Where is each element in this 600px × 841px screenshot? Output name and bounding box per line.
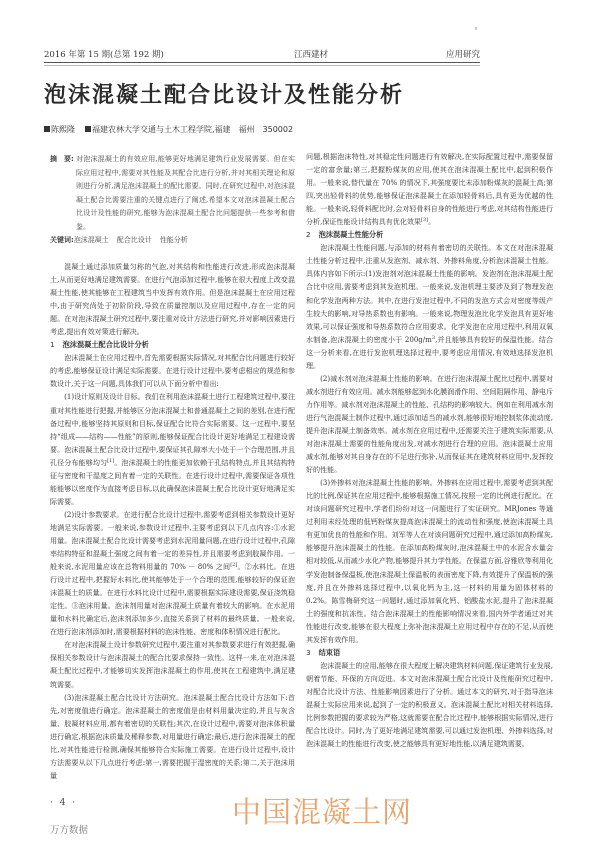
paragraph: (3)泡沫混凝土配合比设计方法研究。泡沫混凝土配合比设计方法如下:首先,对密度值进行确定。泡沫混凝土的密度值是由材料用量决定的,并且与灰含量、胶凝材料应用,都有着密切的关联性;其次,在设计过程中,需要对泡沫体积量进行确定,根据泡沫质量及稀释参数,对用量进行确定;最后,进行泡沫混凝土的配比,对其性能进行检测,确保其能够符合实际施工需要。在进行设计过程中,设计方法需要从以下几点进行考虑:第一,需要把握干湿密度的关系;第二,关于泡沫用量 [50, 692, 295, 780]
paragraph: (2)设计参数要求。在进行配合比设计过程中,需要考虑到相关参数设计更好地满足实际需要。一般来说,参数设计过程中,主要考虑到以下几点内容:①水泥用量。泡沫混凝土配合比设计需要考虑到水泥用量问题,在进行设计过程中,孔隙率结构特征和混凝土强度之间有着一定的差异性,并且需要考虑到胶凝作用。一般来说,水泥用量应该在总物料用量的 70% － 80% 之间[2]。②水料比。在进行设计过程中,把握好水料比,使其能够处于一个合理的范围,能够较好的保证泡沫混凝土的质量。在进行水料比设计过程中,需要根据实际建设需要,保证浇筑稳定性。③泡沫用量。泡沫剂用量对泡沫混凝土质量有着较大的影响。在水泥用量和水料比确定后,泡沫剂添加多少,直接关系到了材料的最终质量。一般来说,在进行泡沫剂添加时,需要根据材料的泡沫性能、密度和体积情况进行配比。 [50, 509, 295, 637]
source-label: 万方数据 [50, 825, 89, 836]
keywords-label: 关键词: [50, 236, 74, 244]
square-bullet-icon [44, 126, 50, 132]
abstract-text: 对泡沫混凝土的有效应用,能够更好地满足建筑行业发展需要。但在实际应用过程中,需要对其性能及其配合比进行分析,并对其相关理论和原则进行分析,满足泡沫混凝土的配比需要。同时,在研究过程中,对泡沫混凝土配合比需要注重的关键点进行了阐述,希望本文对泡沫混凝土配合比设计及性能的研究,能够为泡沫混凝土配合比问题提供一些参考和借鉴。 [76, 155, 295, 231]
keyword: 泡沫混凝土 [73, 236, 109, 244]
citation[interactable]: [1] [107, 457, 115, 464]
author-line [44, 124, 293, 135]
keywords [50, 235, 196, 245]
page-number: · 4 · [50, 798, 78, 808]
superscript: 3 [431, 334, 436, 341]
author-affiliation: 福建农林大学交通与土木工程学院,福建 福州 350002 [92, 125, 294, 134]
paragraph: (1)设计原则及设计目标。我们在利用泡沫混凝土进行工程建筑过程中,要注重对其性能进行把握,并能够区分泡沫混凝土和普通混凝土之间的差别,在进行配备过程中,能够坚持其原则和目标,保证配合比符合实际需要。这一过程中,要坚持“组成——结构——性能”的原则,能够保证配合比设计更好地满足工程建设需要。泡沫混凝土配合比设计过程中,要保证其孔隙率大小处于一个合理范围,并且孔径分布能够均匀[1]。泡沫混凝土的性能更加依赖于孔结构特点,并且其结构特征与密度和干湿度之间有着一定的关联性。在进行设计过程中,需要保证各项性能能够以密度作为直接考虑目标,以此确保泡沫混凝土配合比设计更好地满足实际需要。 [50, 392, 295, 506]
citation[interactable]: [2] [230, 562, 238, 569]
paragraph: 泡沫混凝土的应用,能够在很大程度上解决建筑材料问题,保证建筑行业发展,朝着节能、环保的方向迈进。本文对泡沫混凝土配合比设计及性能研究过程中,对配合比设计方法、性能影响因素进行了分析。通过本文的研究,对于指导泡沫混凝土实际应用来说,起到了一定的积极意义。泡沫混凝土配比对相关材料选择,比例参数把握的要求较为严格,这就需要在配合比过程中,能够根据实际情况,进行配合比设计。同时,为了更好地满足建筑需要,可以通过发泡机理、外掺料选择,对泡沫混凝土的性能进行改变,使之能够具有更好地性能,以满足建筑需要。 [306, 660, 553, 749]
abstract [50, 153, 295, 235]
watermark: 中国混凝土网 [232, 795, 413, 829]
header-rule [44, 65, 480, 66]
paragraph: 泡沫混凝土性能问题,与添加的材料有着密切的关联性。本文在对泡沫混凝土性能分析过程中,注重从发泡剂、减水剂、外掺料角度,分析泡沫混凝土性能。具体内容如下所示:(1)发泡剂对泡沫混凝土性能的影响。发泡剂在泡沫混凝土配合比中应用,需要考虑到其发泡机理。一般来说,发泡机理主要涉及到了物理发泡和化学发泡两种方法。其中,在进行发泡过程中,不同的发泡方式会对密度等级产生较大的影响,对导热系数也有影响。一般来说,物理发泡比化学发泡具有更好地效果,可以保证强度和导热系数符合应用要求。化学发泡在应用过程中,利用双氧水制备,泡沫混凝土的密度小于 $200g/m^3$,并且能够具有较好的保温性能。结合这一分析来看,在进行发泡机理选择过程中,要考虑应用情况,有效地选择发泡机理。 [306, 243, 553, 370]
square-bullet-icon [85, 126, 91, 132]
keyword: 配合比设计 [116, 236, 152, 244]
paragraph: 泡沫混凝土在应用过程中,首先需要根据实际情况,对其配合比问题进行较好的考虑,能够保证设计满足实际需要。在进行设计过程中,要考虑相应的规范和参数设计,关于这一问题,具体我们可以从下面分析中看出: [50, 353, 295, 389]
right-column [306, 150, 553, 750]
article-title: 泡沫混凝土配合比设计及性能分析 [44, 83, 405, 108]
section-heading-2: 2 泡沫混凝土性能分析 [306, 230, 384, 240]
section-heading-3: 3 结束语 [306, 647, 341, 657]
author-name: 陈熙隆 [51, 125, 75, 134]
left-column [50, 260, 295, 782]
journal-name: 江西建材 [294, 50, 329, 60]
abstract-label: 摘 要: [50, 155, 74, 163]
paragraph: (3)外掺料对泡沫混凝土性能的影响。外掺料在应用过程中,需要考虑到其配比的比例,保证其在应用过程中,能够根据施工情况,按照一定的比例进行配比。在对该问题研究过程中,学者们纷纷对这一问题进行了实证研究。MRJones 等通过利用未经处理的低钙粉煤灰提高泡沫混凝土的流动性和强度,使泡沫混凝土具有更加优良的性能和作用。刘军等人在对该问题研究过程中,通过添加高粉煤灰,能够提升泡沫混凝土的性能。在添加高粉煤灰时,泡沫混凝土中的水泥含水量会相对较低,从而减少水化产物,能够提升其力学性能。在保温方面,谷雅欣等利用化学发泡制备保温板,使泡沫混凝土保温板的表面密度下降,有效提升了保温板的强度,并且在外掺料选择过程中,以氧化钙为主,这一材料的用量为固体材料的 0.2%。陈雪梅研究这一问题时,通过添加氧化钙、铝酸盐水泥,提升了泡沫混凝土的强度和抗冻性。结合泡沫混凝土的性能影响情况来看,国内外学者通过对其性能进行改变,能够在很大程度上弥补泡沫混凝土应用过程中存在的不足,从而使其发挥有效作用。 [306, 478, 553, 644]
keyword: 性能分析 [159, 236, 188, 244]
paragraph: (2)减水剂对泡沫混凝土性能的影响。在进行泡沫混凝土配比过程中,需要对减水剂进行有效应用。减水剂能够起到水化膜润滑作用、空间阻隔作用、静电斥力作用等。减水剂对泡沫混凝土的性能、孔结构的影响较大。例如在利用减水剂进行气泡混凝土制作过程中,通过添加适当的减水剂,能够很好地控制浆体流动度,提升泡沫混凝土制备效率。减水剂在应用过程中,还需要关注于建筑实际需要,从对泡沫混凝土需要的性能角度出发,对减水剂进行合理的应用。泡沫混凝土应用减水剂,能够对其自身存在的不足进行弥补,从而保证其在建筑材料应用中,发挥较好的性能。 [306, 373, 553, 475]
paragraph: 在对泡沫混凝土设计参数研究过程中,要注重对其参数要求进行有效把握,确保相关参数设计与泡沫混凝土的配合比要求保持一致性。这样一来,在对泡沫混凝土配比过程中,才能够切实发挥泡沫混凝土的作用,使其在工程建筑中,满足建筑需要。 [50, 640, 295, 689]
issue-info: 2016 年第 15 期(总第 192 期) [44, 50, 164, 60]
section-heading-1: 1 泡沫混凝土配合比设计分析 [50, 340, 149, 350]
intro-paragraph: 混凝土通过添加质量匀称的气泡,对其结构和性能进行改进,形成泡沫混凝土,从而更好地满足建筑需要。在进行气泡添加过程中,能够在很大程度上改变混凝土性能,使其能够在工程建筑当中发挥有效作用。但是泡沫混凝土在应用过程中,由于研究尚处于初阶阶段,导致在质量控制以及应用过程中,存在一定的问题。在对泡沫混凝土研究过程中,要注重对设计方法进行研究,并对影响因素进行考虑,提出有效对策进行解决。 [50, 262, 295, 337]
citation[interactable]: [3] [421, 217, 429, 224]
running-header [44, 48, 480, 63]
scan-mark [475, 27, 477, 30]
section-name: 应用研究 [445, 50, 480, 60]
paragraph-continued: 问题,根据泡沫特性,对其稳定性问题进行有效解决,在实际配置过程中,需要保留一定的富余量;第三,把握粉煤灰的应用,使其在泡沫混凝土配比中,起到积极作用。一般来说,替代量在 70% 的情况下,其强度要比未添加粉煤灰的混凝土高;第四,突出轻骨料的优势,能够保证泡沫混凝土在添加轻骨料后,具有更为优越的性能。一般来说,轻骨料配比时,会对轻骨料自身的性能进行考虑,对其结构性能进行分析,保证性能设计结构具有优化效果[3]。 [306, 152, 553, 227]
